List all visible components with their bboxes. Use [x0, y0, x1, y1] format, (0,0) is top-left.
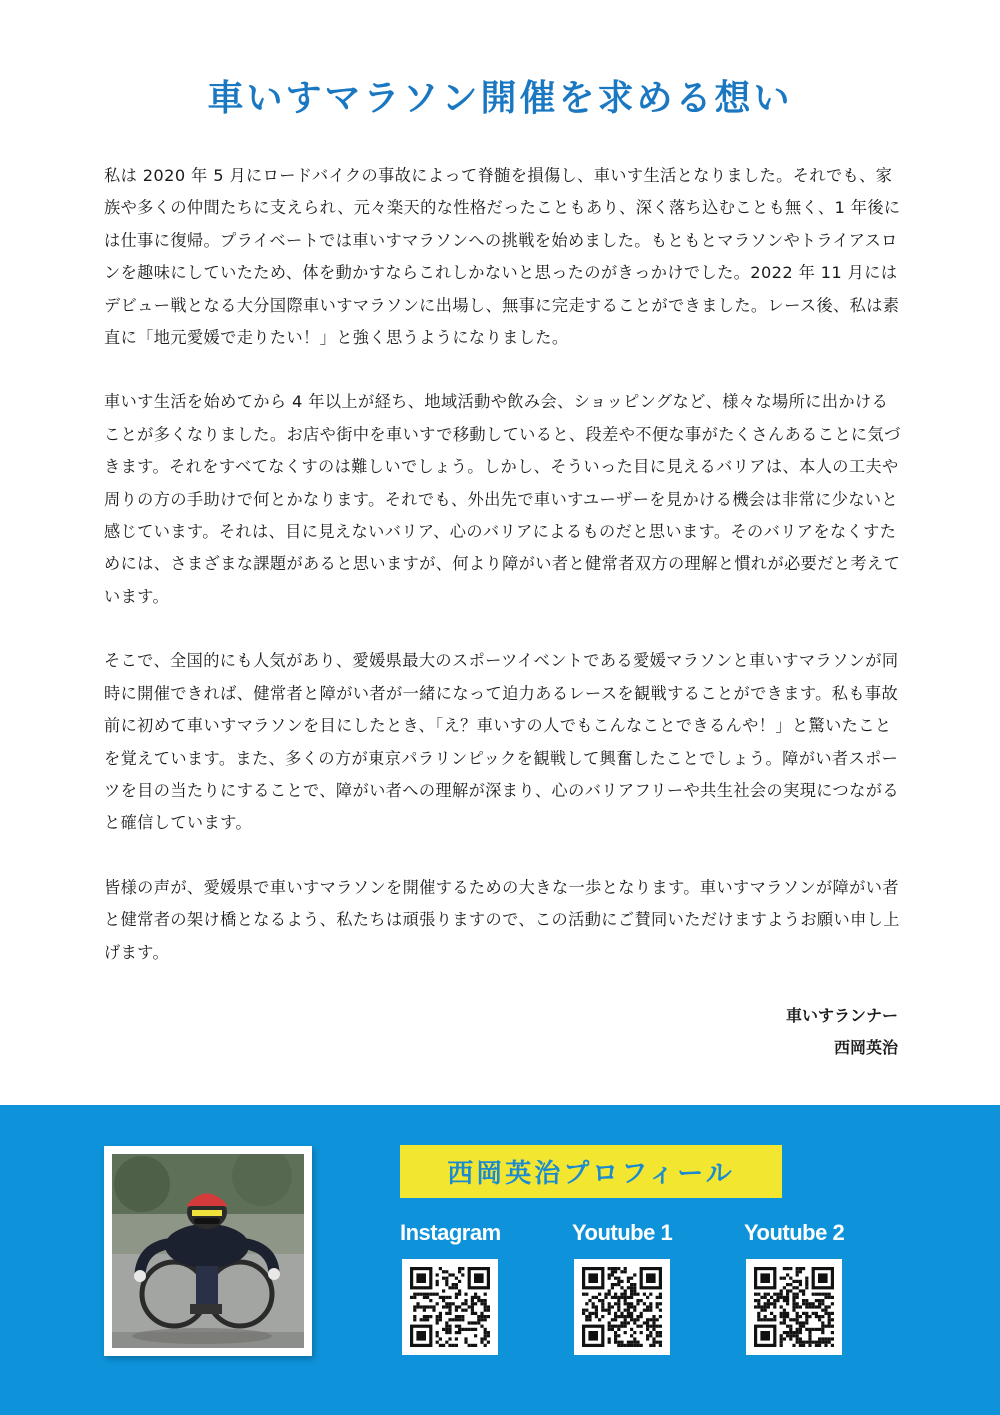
youtube-1-label: Youtube 1 — [572, 1220, 673, 1245]
instagram-qr-block[interactable] — [400, 1215, 500, 1355]
qr-code-icon[interactable] — [402, 1259, 498, 1355]
qr-code-icon[interactable] — [574, 1259, 670, 1355]
message-body — [104, 160, 904, 969]
wheelchair-racer-photo — [112, 1154, 304, 1348]
youtube-2-qr-block[interactable] — [744, 1215, 844, 1355]
signature — [600, 1000, 898, 1064]
paragraph-2: 車いす生活を始めてから 4 年以上が経ち、地域活動や飲み会、ショッピングなど、様々な場所に出かけることが多くなりました。お店や街中を車いすで移動していると、段差や不便な事がたくさんあることに気づきます。それをすべてなくすのは難しいでしょう。しかし、そういった目に見えるバリアは、本人の工夫や周りの方の手助けで何とかなります。それでも、外出先で車いすユーザーを見かける機会は非常に少ないと感じています。それは、目に見えないバリア、心のバリアによるものだと思います。そのバリアをなくすためには、さまざまな課題があると思いますが、何より障がい者と健常者双方の理解と慣れが必要だと考えています。 — [104, 392, 901, 606]
profile-footer — [0, 1105, 1000, 1415]
profile-photo — [112, 1154, 304, 1348]
instagram-label: Instagram — [400, 1220, 501, 1245]
paragraph-3: そこで、全国的にも人気があり、愛媛県最大のスポーツイベントである愛媛マラソンと車いすマラソンが同時に開催できれば、健常者と障がい者が一緒になって迫力あるレースを観戦することができます。私も事故前に初めて車いすマラソンを目にしたとき、「え？車いすの人でもこんなことできるんや！」と驚いたことを覚えています。また、多くの方が東京パラリンピックを観戦して興奮したことでしょう。障がい者スポーツを目の当たりにすることで、障がい者への理解が深まり、心のバリアフリーや共生社会の実現につながると確信しています。 — [104, 651, 899, 833]
paragraph-4: 皆様の声が、愛媛県で車いすマラソンを開催するための大きな一歩となります。車いすマラソンが障がい者と健常者の架け橋となるよう、私たちは頑張りますので、この活動にご賛同いただけますようお願い申し上げます。 — [104, 877, 900, 962]
youtube-2-label: Youtube 2 — [744, 1220, 845, 1245]
profile-photo-frame — [104, 1146, 312, 1356]
page-title: 車いすマラソン開催を求める想い — [207, 78, 793, 119]
profile-title-banner[interactable]: 西岡英治プロフィール — [400, 1145, 782, 1198]
paragraph-1: 私は 2020 年 5 月にロードバイクの事故によって脊髄を損傷し、車いす生活となりました。それでも、家族や多くの仲間たちに支えられ、元々楽天的な性格だったこともあり、深く落ち込むことも無く、1 年後には仕事に復帰。プライベートでは車いすマラソンへの挑戦を始めました。もともとマラソンやトライアスロンを趣味にしていたため、体を動かすならこれしかないと思ったのがきっかけでした。2022 年 11 月にはデビュー戦となる大分国際車いすマラソンに出場し、無事に完走することができました。レース後、私は素直に「地元愛媛で走りたい！」と強く思うようになりました。 — [104, 166, 901, 348]
signature-name: 西岡英治 — [833, 1038, 898, 1057]
youtube-1-qr-block[interactable] — [572, 1215, 672, 1355]
signature-role: 車いすランナー — [785, 1006, 898, 1025]
qr-code-icon[interactable] — [746, 1259, 842, 1355]
